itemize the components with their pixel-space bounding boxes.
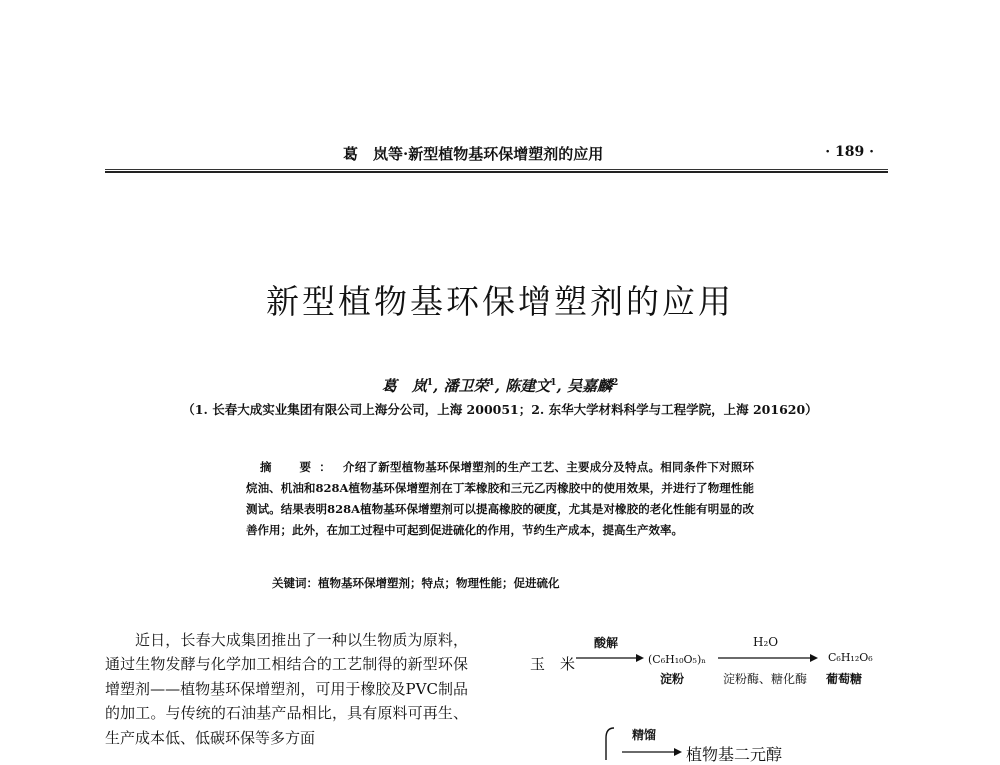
- arrow-icon: [622, 747, 682, 757]
- author-affiliation-mark: 1: [550, 378, 557, 388]
- author-list: 葛 岚$^1$, 潘卫荣$^1$, 陈建文$^1$, 吴嘉麟$^2$: [381, 377, 619, 395]
- glucose-name: 葡萄糖: [826, 672, 863, 686]
- body-column-left: [105, 628, 468, 750]
- branch-bracket: [600, 726, 620, 760]
- header-rule-thin: [105, 169, 888, 170]
- starch-name: 淀粉: [660, 672, 685, 686]
- acid-hydrolysis-label: 酸解: [594, 636, 619, 650]
- article-title: 新型植物基环保增塑剂的应用: [266, 282, 734, 321]
- author-name: 吴嘉麟: [566, 377, 612, 395]
- abstract-text: 介绍了新型植物基环保增塑剂的生产工艺、主要成分及特点。相同条件下对照环烷油、机油和828A植物基环保增塑剂在丁苯橡胶和三元乙丙橡胶中的使用效果，并进行了物理性能测试。结果表明828A植物基环保增塑剂可以提高橡胶的硬度，尤其是对橡胶的老化性能有明显的改善作用；此外，在加工过程中可起到促进硫化的作用，节约生产成本，提高生产效率。: [246, 460, 754, 537]
- running-header: [105, 141, 888, 167]
- enzyme-label: 淀粉酶、糖化酶: [723, 672, 808, 686]
- keywords-text: 植物基环保增塑剂；特点；物理性能；促进硫化: [318, 576, 560, 590]
- affiliation: （1. 长春大成实业集团有限公司上海分公司，上海 200051；2. 东华大学材料科学与工程学院，上海 201620）: [182, 402, 818, 417]
- author-name: 潘卫荣: [443, 377, 489, 395]
- author-affiliation-mark: 1: [426, 378, 434, 388]
- author-affiliation-mark: 1: [488, 378, 495, 388]
- product-label: 植物基二元醇: [686, 745, 783, 764]
- arrow-icon: [718, 653, 818, 663]
- process-diagram: [520, 626, 900, 764]
- running-title: 葛 岚等·新型植物基环保增塑剂的应用: [343, 145, 604, 163]
- header-rule-thick: [105, 171, 888, 173]
- page-number: · 189 ·: [825, 144, 874, 160]
- abstract-label: 摘 要：: [260, 460, 339, 474]
- author-affiliation-mark: 2: [611, 378, 619, 388]
- keywords-label: 关键词：: [272, 576, 318, 590]
- distillation-label: 精馏: [632, 728, 657, 742]
- raw-material-label: 玉 米: [530, 655, 576, 673]
- body-paragraph: 近日，长春大成集团推出了一种以生物质为原料，通过生物发酵与化学加工相结合的工艺制得的新型环保增塑剂——植物基环保增塑剂，可用于橡胶及PVC制品的加工。与传统的石油基产品相比，具有原料可再生、生产成本低、低碳环保等多方面: [105, 631, 468, 747]
- water-label: H₂O: [753, 635, 779, 649]
- keywords: [272, 575, 560, 591]
- author-name: 葛 岚: [381, 377, 427, 395]
- abstract: [246, 457, 754, 541]
- glucose-formula: C₆H₁₂O₆: [828, 651, 873, 664]
- author-name: 陈建文: [505, 377, 551, 395]
- arrow-icon: [576, 653, 644, 663]
- starch-formula: (C₆H₁₀O₅)ₙ: [648, 653, 707, 666]
